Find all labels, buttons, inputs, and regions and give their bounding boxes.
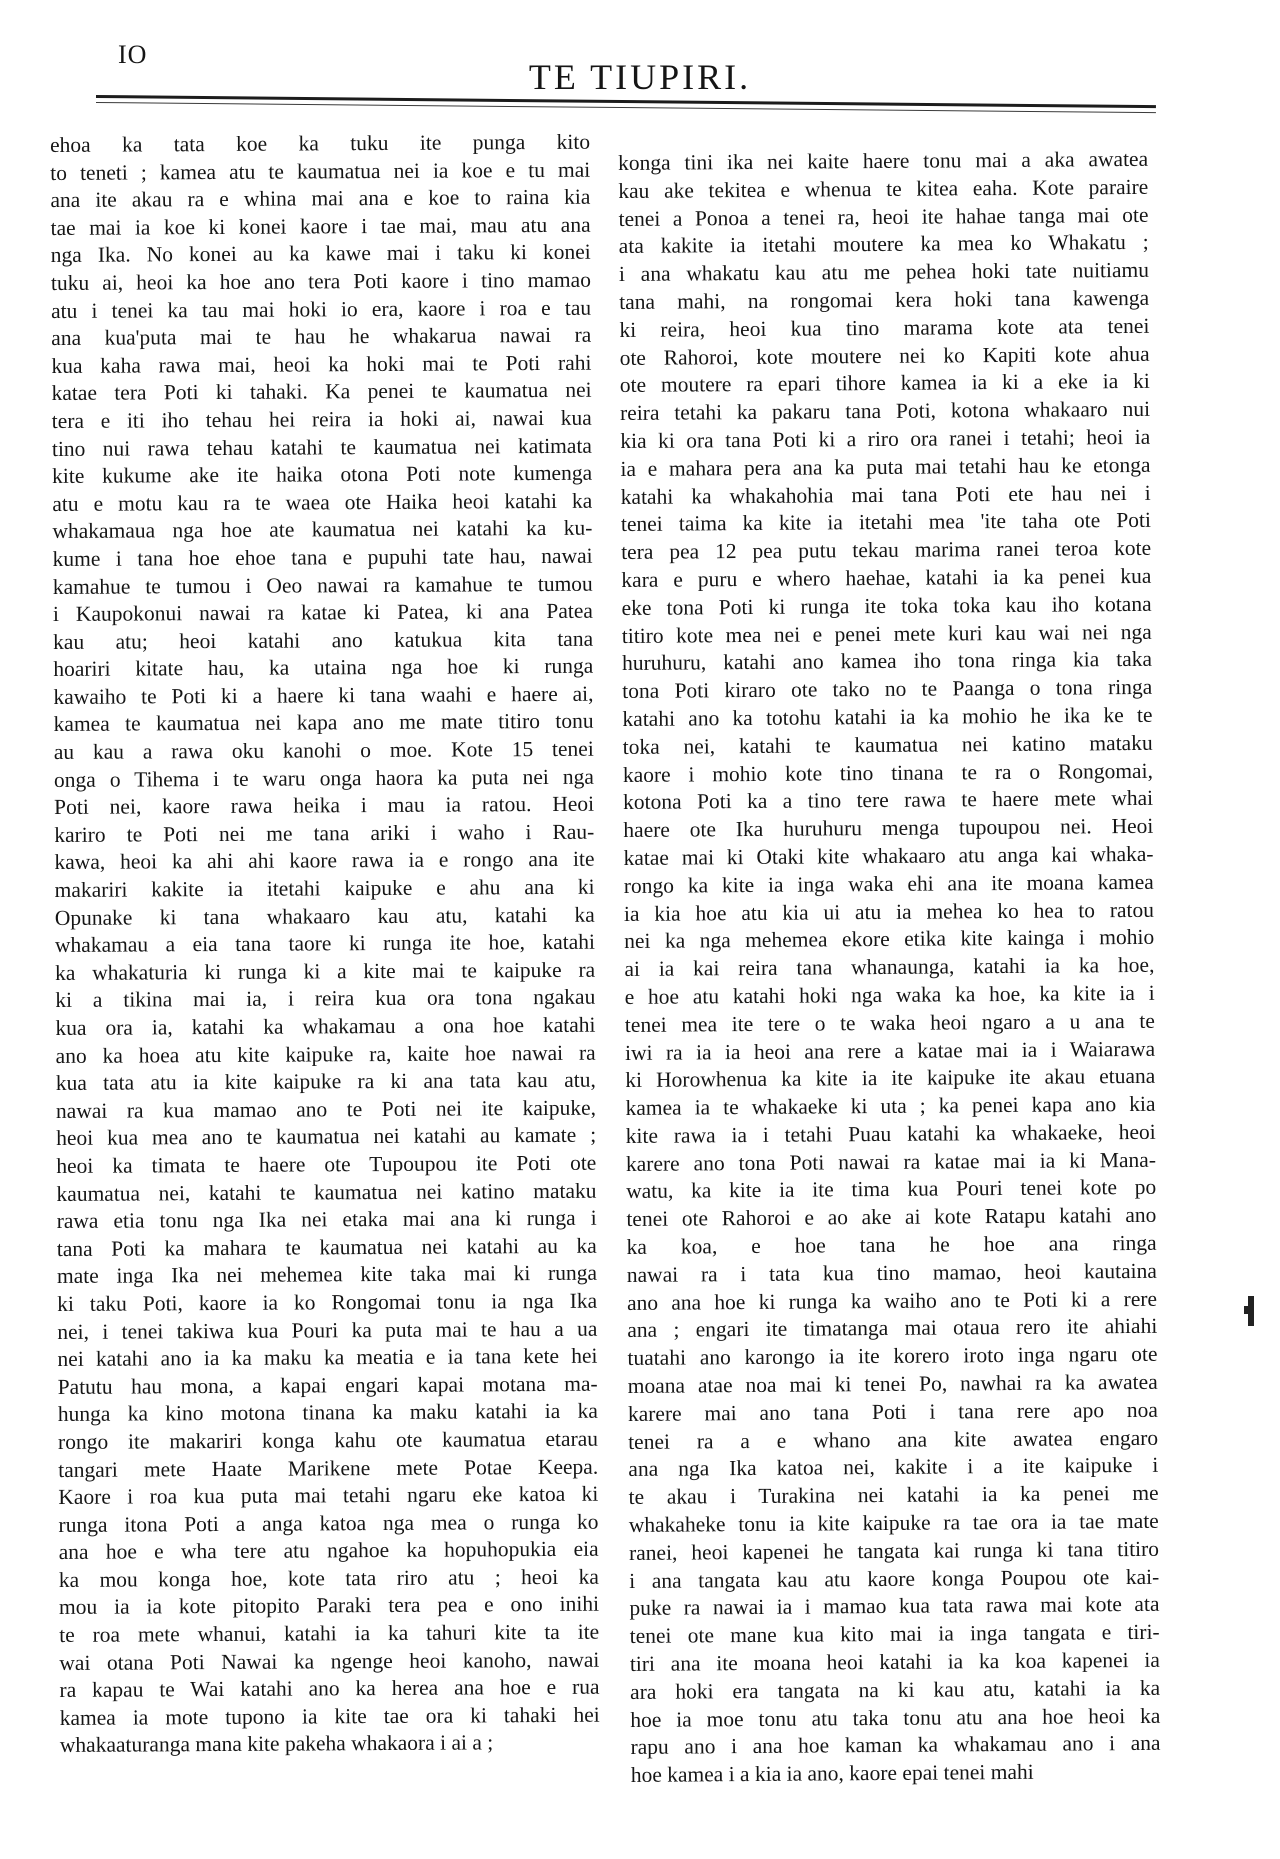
text-line: tenei mea ite tere o te waka heoi ngaro a u ana te <box>624 1008 1155 1037</box>
text-line: ka whakaturia ki runga ki a kite mai te kaipuke ra <box>55 957 596 985</box>
text-line: puke ra nawai ia i mamao kua tata rawa mai kote ata <box>629 1592 1160 1621</box>
text-line: kau atu; heoi katahi ano katukua kita tana <box>53 626 594 654</box>
text-line: nawai ra i tata kua tino mamao, heoi kautaina <box>626 1258 1157 1287</box>
text-line: ra kapau te Wai katahi ano ka herea ana hoe e rua <box>59 1674 600 1703</box>
text-line: nawai ra kua mamao ano te Poti nei ite kaipuke, <box>55 1095 597 1123</box>
text-line: tuatahi ano karongo ia ite korero iroto inga ngaru ote <box>627 1342 1158 1371</box>
text-line: kamea ia mote tupono ia kite tae ora ki tahaki hei <box>59 1702 600 1730</box>
text-line: kua tata atu ia kite kaipuke ra ki ana tata kau atu, <box>55 1067 596 1096</box>
right-column <box>618 146 1161 1790</box>
text-line: kariro te Poti nei me tana ariki i waho i Rau- <box>54 819 595 847</box>
text-line: eke tona Poti ki runga ite toka toka kau iho kotana <box>621 591 1152 620</box>
text-line: tiri ana ite moana heoi katahi ia ka koa kapenei ia <box>629 1647 1160 1676</box>
text-line: e hoe atu katahi hoki nga waka ka hoe, ka kite ia i <box>624 980 1155 1009</box>
text-line: wai otana Poti Nawai ka ngenge heoi kanoho, nawai <box>59 1647 600 1675</box>
text-line: kua ora ia, katahi ka whakamau a ona hoe katahi <box>55 1012 596 1040</box>
text-line: tenei ra a e whano ana kite awatea engaro <box>628 1425 1159 1454</box>
text-line: tenei ote Rahoroi e ao ake ai kote Ratapu katahi ano <box>626 1203 1157 1232</box>
text-line: kara e puru e whero haehae, katahi ia ka penei kua <box>621 563 1152 592</box>
text-line: tenei a Ponoa a tenei ra, heoi ite hahae tanga mai ote <box>618 202 1149 231</box>
text-line: hoe ia moe tonu atu taka tonu atu ana hoe heoi ka <box>630 1703 1161 1732</box>
text-line: kamea te kaumatua nei kapa ano me mate titiro tonu <box>53 709 594 737</box>
text-line: Patutu hau mona, a kapai engari kapai motana ma- <box>57 1371 598 1399</box>
text-line: ia kia hoe atu kia ui atu ia mehea ko hea to ratou <box>623 897 1155 926</box>
margin-mark <box>1248 1296 1254 1326</box>
text-line: ki taku Poti, kaore ia ko Rongomai tonu ia nga Ika <box>57 1288 598 1316</box>
text-line: atu i tenei ka tau mai hoki io era, kaore i roa e tau <box>51 295 592 323</box>
text-line: kawa, heoi ka ahi ahi kaore rawa ia e rongo ana ite <box>54 847 595 875</box>
text-line: nga Ika. No konei au ka kawe mai i taku ki konei <box>50 240 591 268</box>
text-line: kite kukume ake ite haika otona Poti note kumenga <box>52 460 593 489</box>
text-line: runga itona Poti a anga katoa nga mea o runga ko <box>58 1509 599 1537</box>
text-line: tera pea 12 pea putu tekau marima ranei teroa kote <box>621 535 1152 565</box>
text-line: hunga ka kino motona tinana ka maku katahi ia ka <box>57 1398 598 1427</box>
text-line: ki a tikina mai ia, i reira kua ora tona ngakau <box>55 985 596 1013</box>
text-line: huruhuru, katahi ano kamea iho tona ringa kia taka <box>621 647 1153 676</box>
text-line: kia ki ora tana Poti ki a riro ora ranei i tetahi; heoi ia <box>620 424 1151 453</box>
text-line: whakamau a eia tana taore ki runga ite hoe, katahi <box>54 929 596 958</box>
text-line: kamahue te tumou i Oeo nawai ra kamahue te tumou <box>52 571 593 599</box>
text-line: rawa etia tonu nga Ika nei etaka mai ana ki runga i <box>56 1205 597 1234</box>
text-line: tuku ai, heoi ka hoe ano tera Poti kaore i tino mamao <box>50 267 591 295</box>
text-line: heoi kua mea ano te kaumatua nei katahi au kamate ; <box>56 1123 597 1151</box>
text-line: i ana whakatu kau atu me pehea hoki tate nuitiamu <box>618 258 1150 287</box>
text-line: kamea ia te whakaeke ki uta ; ka penei kapa ano kia <box>625 1091 1156 1121</box>
text-line: ano ana hoe ki runga ka waiho ano te Poti ki a rere <box>626 1286 1158 1315</box>
text-line: tana mahi, na rongomai kera hoki tana kawenga <box>619 285 1150 314</box>
text-line: ana kua'puta mai te hau he whakarua nawai ra <box>51 322 592 351</box>
text-line: ara hoki era tangata na ki kau atu, katahi ia ka <box>630 1675 1161 1704</box>
text-line: kua kaha rawa mai, heoi ka hoki mai te Poti rahi <box>51 350 592 378</box>
text-line: whakaheke tonu ia kite kaipuke ra tae ora ia tae mate <box>628 1508 1159 1538</box>
text-line: titiro kote mea nei e penei mete kuri kau wai nei nga <box>621 619 1152 648</box>
text-line: rongo ite makariri konga kahu ote kaumatua etarau <box>57 1426 599 1454</box>
text-line: watu, ka kite ia ite tima kua Pouri tenei kote po <box>626 1175 1157 1204</box>
page-number: IO <box>118 40 148 69</box>
text-line: kawaiho te Poti ki a haere ki tana waahi e haere ai, <box>53 681 594 709</box>
text-line: ki Horowhenua ka kite ia ite kaipuke ite akau etuana <box>625 1064 1156 1093</box>
text-line: nei ka nga mehemea ekore etika kite kainga i mohio <box>624 925 1155 954</box>
text-line: kaore i mohio kote tino tinana te ra o Rongomai, <box>622 758 1153 787</box>
text-line: karere ano tona Poti nawai ra katae mai ia ki Mana- <box>625 1147 1157 1176</box>
text-line: hoe kamea i a kia ia ano, kaore epai tenei mahi <box>630 1760 1034 1788</box>
text-line: mou ia ia kote pitopito Paraki tera pea e ono inihi <box>58 1592 600 1620</box>
text-line: i Kaupokonui nawai ra katae ki Patea, ki ana Patea <box>52 598 594 627</box>
text-line: ki reira, heoi kua tino marama kote ata tenei <box>619 313 1150 342</box>
text-line: ranei, heoi kapenei he tangata kai runga ki tana titiro <box>628 1536 1160 1565</box>
text-line: atu e motu kau ra te waea ote Haika heoi katahi ka <box>52 488 593 516</box>
text-line: tenei taima ka kite ia itetahi mea 'ite taha ote Poti <box>620 508 1152 537</box>
text-line: katahi ka whakahohia mai tana Poti ete hau nei i <box>620 480 1151 509</box>
text-line: ana hoe e wha tere atu ngahoe ka hopuhopukia eia <box>58 1536 599 1565</box>
text-line: rapu ano i ana hoe kaman ka whakamau ano i ana <box>630 1731 1161 1760</box>
text-line: nei, i tenei takiwa kua Pouri ka puta mai te hau a ua <box>57 1316 598 1344</box>
text-line: whakaaturanga mana kite pakeha whakaora i ai a ; <box>59 1730 494 1758</box>
text-line: kotona Poti ka a tino tere rawa te haere mete whai <box>623 786 1154 815</box>
text-line: makariri kakite ia itetahi kaipuke e ahu ana ki <box>54 874 595 903</box>
text-line: mate inga Ika nei mehemea kite taka mai ki runga <box>56 1261 598 1289</box>
text-line: ka mou konga hoe, kote tata riro atu ; heoi ka <box>58 1564 599 1592</box>
text-line: ano ka hoea atu kite kaipuke ra, kaite hoe nawai ra <box>55 1040 596 1068</box>
text-line: kume i tana hoe ehoe tana e pupuhi tate hau, nawai <box>52 543 593 571</box>
text-line: tona Poti kiraro ote tako no te Paanga o tona ringa <box>622 674 1153 704</box>
left-column <box>50 129 600 1760</box>
text-line: iwi ra ia ia heoi ana rere a katae mai ia i Waiarawa <box>624 1036 1156 1065</box>
text-line: katahi ano ka totohu katahi ia ka mohio he ika ke te <box>622 702 1153 731</box>
text-line: Poti nei, kaore rawa heika i mau ia ratou. Heoi <box>54 791 595 820</box>
text-line: ia e mahara pera ana ka puta mai tetahi hau ke etonga <box>620 452 1151 481</box>
text-line: ai ia kai reira tana whanaunga, katahi ia ka hoe, <box>624 952 1155 982</box>
text-line: i ana tangata kau atu kaore konga Poupou ote kai- <box>629 1564 1160 1593</box>
text-line: au kau a rawa oku kanohi o moe. Kote 15 tenei <box>53 736 594 765</box>
text-line: katae mai ki Otaki kite whakaaro atu anga kai whaka- <box>623 841 1154 870</box>
text-line: ana ; engari ite timatanga mai otaua rero ite ahiahi <box>627 1314 1158 1343</box>
text-line: ka koa, e hoe tana he hoe ana ringa <box>626 1230 1157 1260</box>
text-line: to teneti ; kamea atu te kaumatua nei ia koe e tu mai <box>50 157 591 185</box>
text-line: tae mai ia koe ki konei kaore i tae mai, mau atu ana <box>50 212 591 240</box>
text-line: ana ite akau ra e whina mai ana e koe to raina kia <box>50 184 591 213</box>
text-line: tera e iti iho tehau hei reira ia hoki ai, nawai kua <box>51 405 592 433</box>
text-line: ote moutere ra epari tihore kamea ia ki a eke ia ki <box>619 369 1150 398</box>
text-line: kaumatua nei, katahi te kaumatua nei katino mataku <box>56 1178 597 1206</box>
text-line: hoariri kitate hau, ka utaina nga hoe ki runga <box>53 653 594 682</box>
text-line: reira tetahi ka pakaru tana Poti, kotona whakaaro nui <box>619 397 1151 426</box>
text-line: Opunake ki tana whakaaro kau atu, katahi ka <box>54 902 595 930</box>
text-line: tangari mete Haate Marikene mete Potae Keepa. <box>58 1454 599 1482</box>
text-line: te roa mete whanui, katahi ia ka tahuri kite ta ite <box>59 1619 600 1648</box>
text-line: heoi ka timata te haere ote Tupoupou ite Poti ote <box>56 1150 597 1178</box>
text-line: tino nui rawa tehau katahi te kaumatua nei katimata <box>51 433 592 461</box>
text-line: haere ote Ika huruhuru menga tupoupou nei. Heoi <box>623 813 1154 843</box>
text-line: karere mai ano tana Poti i tana rere apo noa <box>627 1397 1159 1426</box>
text-line: moana atae noa mai ki tenei Po, nawhai ra ka awatea <box>627 1369 1158 1399</box>
text-line: ana nga Ika katoa nei, kakite i a ite kaipuke i <box>628 1453 1159 1482</box>
text-line: kite rawa ia i tetahi Puau katahi ka whakaeke, heoi <box>625 1119 1156 1148</box>
text-line: rongo ka kite ia inga waka ehi ana ite moana kamea <box>623 869 1154 898</box>
text-line: tenei ote mane kua kito mai ia inga tangata e tiri- <box>629 1620 1160 1649</box>
text-line: katae tera Poti ki tahaki. Ka penei te kaumatua nei <box>51 378 592 406</box>
text-line: te akau i Turakina nei katahi ia ka penei me <box>628 1481 1159 1510</box>
text-line: nei katahi ano ia ka maku ka meatia e ia tana kete hei <box>57 1343 598 1372</box>
text-line: whakamaua nga hoe ate kaumatua nei katahi ka ku- <box>52 516 593 544</box>
text-line: kau ake tekitea e whenua te kitea eaha. Kote paraire <box>618 174 1149 203</box>
text-line: ehoa ka tata koe ka tuku ite punga kito <box>50 129 591 157</box>
text-line: toka nei, katahi te kaumatua nei katino mataku <box>622 730 1153 759</box>
text-line: ote Rahoroi, kote moutere nei ko Kapiti kote ahua <box>619 341 1150 370</box>
text-line: konga tini ika nei kaite haere tonu mai a aka awatea <box>618 146 1149 175</box>
text-line: onga o Tihema i te waru onga haora ka puta nei nga <box>53 764 595 792</box>
text-line: tana Poti ka mahara te kaumatua nei katahi au ka <box>56 1233 597 1261</box>
page-title: TE TIUPIRI. <box>528 57 752 97</box>
text-line: Kaore i roa kua puta mai tetahi ngaru eke katoa ki <box>58 1481 599 1510</box>
text-line: ata kakite ia itetahi moutere ka mea ko Whakatu ; <box>618 230 1149 259</box>
